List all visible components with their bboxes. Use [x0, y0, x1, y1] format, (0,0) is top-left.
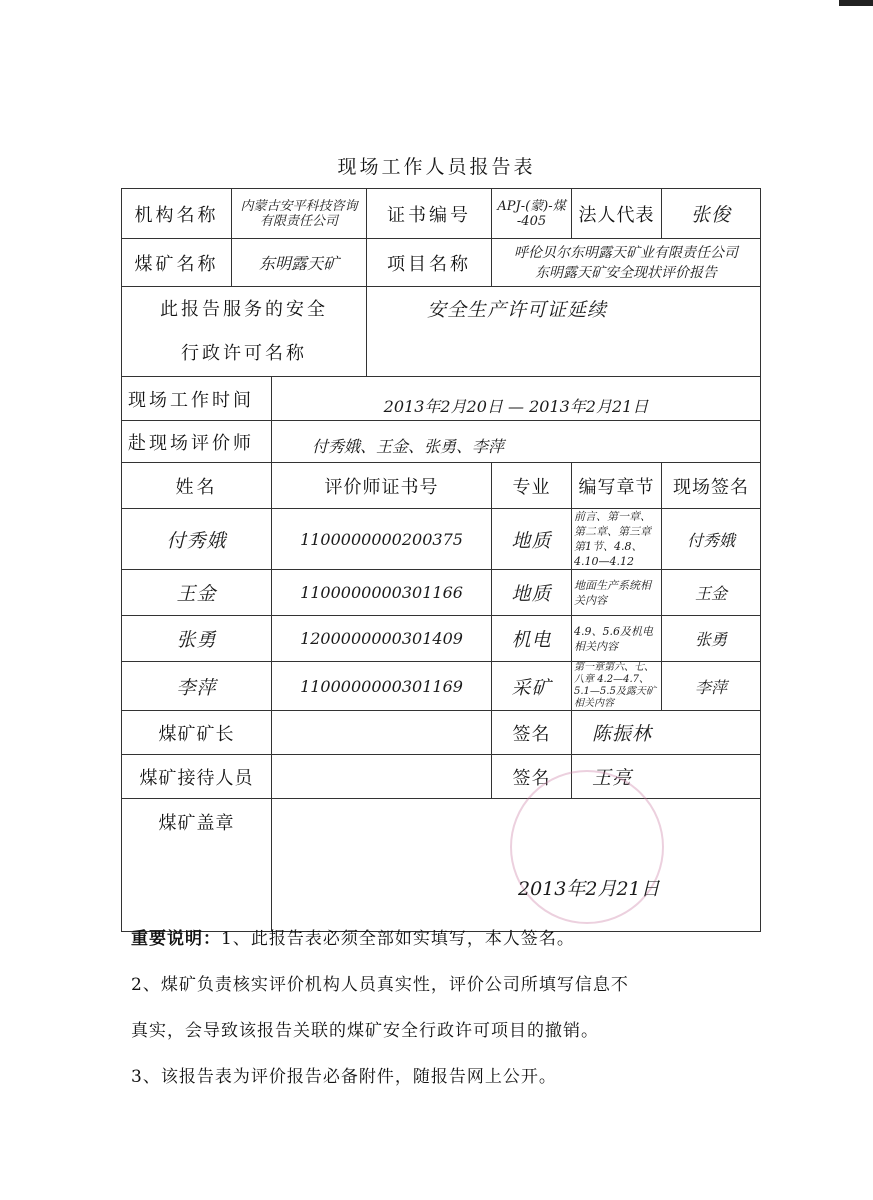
project-value-line2: 东明露天矿安全现状评价报告: [535, 264, 718, 281]
seal-label: 煤矿盖章: [122, 799, 272, 932]
legal-label: 法人代表: [572, 189, 662, 239]
cert-label: 证书编号: [367, 189, 492, 239]
table-row: [122, 662, 761, 711]
cert-value-line1: APJ-(蒙)-煤: [497, 198, 566, 214]
staff-major: 机电: [492, 616, 572, 662]
header-major: 专业: [492, 463, 572, 509]
header-signature: 现场签名: [662, 463, 761, 509]
table-row: [122, 616, 761, 662]
org-value-line1: 内蒙古安平科技咨询: [240, 198, 358, 214]
org-value-line2: 有限责任公司: [260, 213, 339, 229]
receiver-label: 煤矿接待人员: [122, 755, 272, 799]
evaluators-value: 付秀娥、王金、张勇、李萍: [272, 421, 761, 463]
org-row: [122, 189, 761, 239]
staff-chapters: 第一章第六、七、八章 4.2—4.7、5.1—5.5及露天矿相关内容: [572, 662, 662, 711]
staff-major: 采矿: [492, 662, 572, 711]
receiver-sign-label: 签名: [492, 755, 572, 799]
mine-label: 煤矿名称: [122, 239, 232, 287]
page-title: 现场工作人员报告表: [337, 156, 536, 178]
staff-cert: 1100000000301169: [272, 662, 492, 711]
staff-name: 张勇: [122, 616, 272, 662]
mine-head-label: 煤矿矿长: [122, 711, 272, 755]
important-notes: [131, 916, 771, 1100]
notes-item2-line2: 真实，会导致该报告关联的煤矿安全行政许可项目的撤销。: [131, 1021, 599, 1041]
staff-name: 王金: [122, 570, 272, 616]
cert-value: [492, 189, 572, 239]
permit-label-line2: 行政许可名称: [181, 342, 307, 364]
staff-cert: 1100000000200375: [272, 509, 492, 570]
staff-chapters: 4.9、5.6及机电相关内容: [572, 616, 662, 662]
mine-head-signature: 陈振林: [572, 711, 761, 755]
permit-row: [122, 287, 761, 377]
seal-row: [122, 799, 761, 932]
time-label: 现场工作时间: [122, 377, 272, 421]
notes-item1: 1、此报告表必须全部如实填写，本人签名。: [221, 929, 575, 949]
header-cert: 评价师证书号: [272, 463, 492, 509]
permit-value: 安全生产许可证延续: [367, 287, 761, 377]
mine-row: [122, 239, 761, 287]
cert-value-line2: -405: [516, 213, 547, 229]
staff-signature: 付秀娥: [662, 509, 761, 570]
project-label: 项目名称: [367, 239, 492, 287]
permit-label: [122, 287, 367, 377]
project-value-line1: 呼伦贝尔东明露天矿业有限责任公司: [514, 244, 739, 261]
notes-item2-line1: 2、煤矿负责核实评价机构人员真实性，评价公司所填写信息不: [131, 975, 629, 995]
staff-name: 李萍: [122, 662, 272, 711]
staff-major: 地质: [492, 570, 572, 616]
mine-value: 东明露天矿: [232, 239, 367, 287]
header-name: 姓名: [122, 463, 272, 509]
receiver-blank: [272, 755, 492, 799]
scan-corner-mark: [839, 0, 873, 6]
table-row: [122, 570, 761, 616]
time-value: 2013年2月20日 — 2013年2月21日: [272, 377, 761, 421]
receiver-signature: 王亮: [572, 755, 761, 799]
staff-cert: 1100000000301166: [272, 570, 492, 616]
project-value: [492, 239, 761, 287]
evaluators-row: [122, 421, 761, 463]
mine-head-blank: [272, 711, 492, 755]
notes-line1: [131, 916, 771, 962]
table-row: [122, 509, 761, 570]
staff-signature: 王金: [662, 570, 761, 616]
org-value: [232, 189, 367, 239]
staff-chapters: 地面生产系统相关内容: [572, 570, 662, 616]
evaluators-label: 赴现场评价师: [122, 421, 272, 463]
legal-value: 张俊: [662, 189, 761, 239]
staff-major: 地质: [492, 509, 572, 570]
mine-head-sign-label: 签名: [492, 711, 572, 755]
staff-signature: 张勇: [662, 616, 761, 662]
header-chapters: 编写章节: [572, 463, 662, 509]
time-row: [122, 377, 761, 421]
permit-label-line1: 此报告服务的安全: [160, 298, 328, 320]
staff-chapters: 前言、第一章、第二章、第三章第1节、4.8、4.10—4.12: [572, 509, 662, 570]
mine-head-row: [122, 711, 761, 755]
org-label: 机构名称: [122, 189, 232, 239]
notes-lead: 重要说明：: [131, 929, 221, 949]
staff-signature: 李萍: [662, 662, 761, 711]
report-table: [121, 188, 761, 932]
notes-item3: 3、该报告表为评价报告必备附件，随报告网上公开。: [131, 1067, 557, 1087]
staff-header-row: [122, 463, 761, 509]
staff-cert: 1200000000301409: [272, 616, 492, 662]
receiver-row: [122, 755, 761, 799]
seal-date: 2013年2月21日: [518, 878, 660, 900]
staff-name: 付秀娥: [122, 509, 272, 570]
